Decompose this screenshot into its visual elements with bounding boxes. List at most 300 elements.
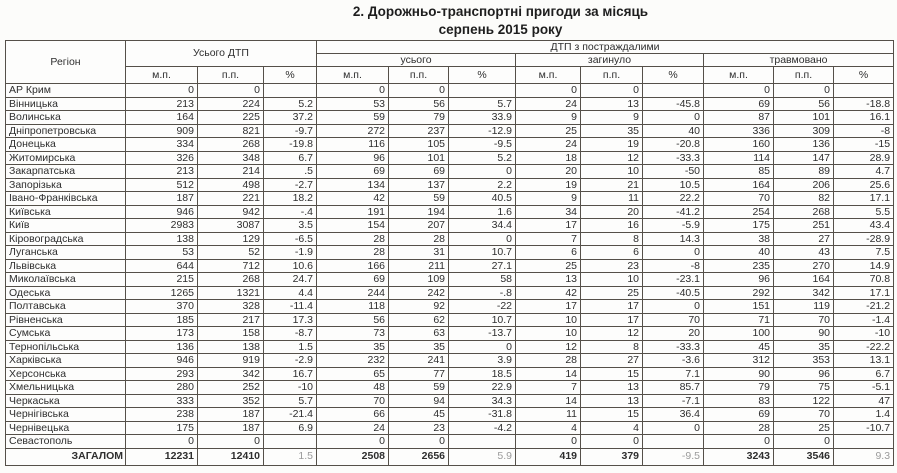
value-cell: 116 <box>317 138 389 152</box>
total-value-cell: 5.9 <box>449 448 516 465</box>
value-cell: 14 <box>516 394 581 408</box>
value-cell: -1.9 <box>264 246 317 260</box>
value-cell: 45 <box>389 408 449 422</box>
value-cell: 942 <box>198 205 264 219</box>
value-cell: 207 <box>389 219 449 233</box>
value-cell: 164 <box>774 273 834 287</box>
table-row <box>6 151 894 165</box>
value-cell: 70 <box>704 192 774 206</box>
value-cell: 14 <box>516 367 581 381</box>
value-cell: 101 <box>389 151 449 165</box>
value-cell: -8 <box>834 124 894 138</box>
value-cell: -22 <box>449 300 516 314</box>
value-cell: 53 <box>126 246 198 260</box>
value-cell: 18 <box>516 151 581 165</box>
value-cell: -.8 <box>449 286 516 300</box>
value-cell: 909 <box>126 124 198 138</box>
value-cell: 712 <box>198 259 264 273</box>
value-cell: -9.7 <box>264 124 317 138</box>
value-cell: 0 <box>581 435 643 449</box>
total-value-cell: 3243 <box>704 448 774 465</box>
value-cell: 4.4 <box>264 286 317 300</box>
value-cell: 85.7 <box>643 381 704 395</box>
value-cell: -8.7 <box>264 327 317 341</box>
header-usyogo: усього <box>317 54 516 67</box>
value-cell: 12 <box>581 151 643 165</box>
value-cell: 8 <box>581 232 643 246</box>
value-cell: 173 <box>126 327 198 341</box>
value-cell: 100 <box>704 327 774 341</box>
header-travmovano: травмовано <box>704 54 894 67</box>
value-cell: 27 <box>581 354 643 368</box>
value-cell: 12 <box>516 340 581 354</box>
value-cell: 25 <box>581 286 643 300</box>
value-cell: 3087 <box>198 219 264 233</box>
value-cell: 272 <box>317 124 389 138</box>
total-value-cell: -9.5 <box>643 448 704 465</box>
header-pp: п.п. <box>774 67 834 84</box>
value-cell: 17.1 <box>834 286 894 300</box>
table-row <box>6 327 894 341</box>
table-header <box>6 41 894 84</box>
value-cell: 35 <box>389 340 449 354</box>
value-cell: 122 <box>774 394 834 408</box>
value-cell: -1.4 <box>834 313 894 327</box>
value-cell: -13.7 <box>449 327 516 341</box>
value-cell: 20 <box>516 165 581 179</box>
table-row <box>6 340 894 354</box>
accidents-table <box>5 40 894 466</box>
value-cell: 175 <box>704 219 774 233</box>
value-cell <box>643 435 704 449</box>
value-cell: 73 <box>317 327 389 341</box>
header-pct: % <box>834 67 894 84</box>
value-cell: 235 <box>704 259 774 273</box>
value-cell: 52 <box>198 246 264 260</box>
value-cell: 498 <box>198 178 264 192</box>
table-row <box>6 192 894 206</box>
report-title-line1: 2. Дорожньо-транспортні пригоди за місяць <box>352 4 649 19</box>
region-cell: АР Крим <box>6 84 126 98</box>
value-cell: -45.8 <box>643 97 704 111</box>
value-cell: 342 <box>198 367 264 381</box>
value-cell: 18.5 <box>449 367 516 381</box>
value-cell: 6 <box>516 246 581 260</box>
value-cell: 59 <box>389 381 449 395</box>
value-cell: -15 <box>834 138 894 152</box>
value-cell: 217 <box>198 313 264 327</box>
value-cell: 1.6 <box>449 205 516 219</box>
value-cell: 138 <box>198 340 264 354</box>
value-cell: -10 <box>834 327 894 341</box>
value-cell: 33.9 <box>449 111 516 125</box>
value-cell: 75 <box>774 381 834 395</box>
region-cell: Рівненська <box>6 313 126 327</box>
value-cell: 28 <box>389 232 449 246</box>
value-cell: 3.5 <box>264 219 317 233</box>
value-cell: 7 <box>516 232 581 246</box>
value-cell: 6.7 <box>834 367 894 381</box>
value-cell: 35 <box>774 340 834 354</box>
value-cell: -20.8 <box>643 138 704 152</box>
value-cell: 13 <box>581 381 643 395</box>
value-cell: 70 <box>643 313 704 327</box>
value-cell: -2.7 <box>264 178 317 192</box>
value-cell: 328 <box>198 300 264 314</box>
total-value-cell: 12410 <box>198 448 264 465</box>
table-row <box>6 232 894 246</box>
value-cell: 206 <box>774 178 834 192</box>
value-cell: -5.1 <box>834 381 894 395</box>
value-cell: 9 <box>516 111 581 125</box>
value-cell <box>834 84 894 98</box>
value-cell: 4 <box>516 421 581 435</box>
value-cell: 0 <box>449 340 516 354</box>
value-cell: 118 <box>317 300 389 314</box>
region-cell: Житомирська <box>6 151 126 165</box>
value-cell: 352 <box>198 394 264 408</box>
value-cell: 71 <box>704 313 774 327</box>
region-cell: Закарпатська <box>6 165 126 179</box>
value-cell: 19 <box>581 138 643 152</box>
value-cell: 56 <box>317 313 389 327</box>
header-mp: м.п. <box>516 67 581 84</box>
value-cell: -41.2 <box>643 205 704 219</box>
total-row <box>6 448 894 465</box>
value-cell: -40.5 <box>643 286 704 300</box>
value-cell: 20 <box>581 205 643 219</box>
value-cell: 0 <box>389 84 449 98</box>
total-value-cell: 2508 <box>317 448 389 465</box>
table-row <box>6 381 894 395</box>
value-cell: 96 <box>774 367 834 381</box>
value-cell: 27.1 <box>449 259 516 273</box>
value-cell: 9 <box>516 192 581 206</box>
value-cell: 19 <box>516 178 581 192</box>
value-cell: 166 <box>317 259 389 273</box>
table-row <box>6 246 894 260</box>
value-cell: 5.2 <box>264 97 317 111</box>
table-row <box>6 313 894 327</box>
header-zahynulo: загинуло <box>516 54 704 67</box>
value-cell: 293 <box>126 367 198 381</box>
total-value-cell: 2656 <box>389 448 449 465</box>
value-cell: 268 <box>774 205 834 219</box>
value-cell: -10.7 <box>834 421 894 435</box>
value-cell: 370 <box>126 300 198 314</box>
value-cell: 37.2 <box>264 111 317 125</box>
value-cell: -7.1 <box>643 394 704 408</box>
value-cell: 42 <box>317 192 389 206</box>
value-cell: 213 <box>126 165 198 179</box>
value-cell: 82 <box>774 192 834 206</box>
value-cell: 0 <box>516 435 581 449</box>
value-cell: 70.8 <box>834 273 894 287</box>
value-cell: 238 <box>126 408 198 422</box>
value-cell: 17.1 <box>834 192 894 206</box>
value-cell: 187 <box>198 421 264 435</box>
value-cell: -33.3 <box>643 151 704 165</box>
value-cell: 62 <box>389 313 449 327</box>
value-cell: 18.2 <box>264 192 317 206</box>
value-cell: 59 <box>389 192 449 206</box>
region-cell: Полтавська <box>6 300 126 314</box>
value-cell: 85 <box>704 165 774 179</box>
value-cell: 119 <box>774 300 834 314</box>
value-cell: 20 <box>643 327 704 341</box>
value-cell: 5.7 <box>264 394 317 408</box>
value-cell: 56 <box>774 97 834 111</box>
table-row <box>6 111 894 125</box>
value-cell: 333 <box>126 394 198 408</box>
value-cell: 241 <box>389 354 449 368</box>
value-cell: 59 <box>317 111 389 125</box>
value-cell: 336 <box>704 124 774 138</box>
value-cell: -50 <box>643 165 704 179</box>
region-cell: Волинська <box>6 111 126 125</box>
value-cell: 0 <box>198 435 264 449</box>
value-cell <box>264 84 317 98</box>
table-row <box>6 124 894 138</box>
value-cell: 38 <box>704 232 774 246</box>
value-cell: 0 <box>774 84 834 98</box>
value-cell: 90 <box>704 367 774 381</box>
table-row <box>6 435 894 449</box>
value-cell: 94 <box>389 394 449 408</box>
total-value-cell: 9.3 <box>834 448 894 465</box>
value-cell: -11.4 <box>264 300 317 314</box>
value-cell <box>449 435 516 449</box>
table-row <box>6 394 894 408</box>
value-cell: 129 <box>198 232 264 246</box>
value-cell: 0 <box>317 84 389 98</box>
header-region: Регіон <box>6 41 126 84</box>
value-cell: 70 <box>317 394 389 408</box>
value-cell: 158 <box>198 327 264 341</box>
value-cell: 10 <box>581 273 643 287</box>
value-cell: 187 <box>126 192 198 206</box>
value-cell: 10 <box>516 327 581 341</box>
value-cell: 136 <box>774 138 834 152</box>
value-cell: 17 <box>581 313 643 327</box>
total-value-cell: 3546 <box>774 448 834 465</box>
header-pct: % <box>449 67 516 84</box>
value-cell: 105 <box>389 138 449 152</box>
header-mp: м.п. <box>704 67 774 84</box>
value-cell: 5.5 <box>834 205 894 219</box>
value-cell: 90 <box>774 327 834 341</box>
value-cell: 164 <box>126 111 198 125</box>
value-cell: 10 <box>516 313 581 327</box>
value-cell: 34.3 <box>449 394 516 408</box>
report-title-line2: серпень 2015 року <box>438 21 563 37</box>
region-cell: Луганська <box>6 246 126 260</box>
value-cell: 10.5 <box>643 178 704 192</box>
header-mp: м.п. <box>126 67 198 84</box>
value-cell: 65 <box>317 367 389 381</box>
value-cell: 42 <box>516 286 581 300</box>
value-cell: -22.2 <box>834 340 894 354</box>
value-cell: 251 <box>774 219 834 233</box>
region-cell: Донецька <box>6 138 126 152</box>
value-cell: 43.4 <box>834 219 894 233</box>
value-cell: -6.5 <box>264 232 317 246</box>
value-cell: 353 <box>774 354 834 368</box>
value-cell: 13 <box>581 394 643 408</box>
value-cell: -23.1 <box>643 273 704 287</box>
value-cell: 53 <box>317 97 389 111</box>
value-cell: 0 <box>198 84 264 98</box>
value-cell: 83 <box>704 394 774 408</box>
header-pct: % <box>264 67 317 84</box>
table-row <box>6 259 894 273</box>
value-cell <box>834 435 894 449</box>
value-cell: 136 <box>126 340 198 354</box>
value-cell: 27 <box>774 232 834 246</box>
table-row <box>6 421 894 435</box>
value-cell: 134 <box>317 178 389 192</box>
value-cell: 13 <box>516 273 581 287</box>
value-cell: 58 <box>449 273 516 287</box>
value-cell: -5.9 <box>643 219 704 233</box>
table-row <box>6 286 894 300</box>
value-cell: 31 <box>389 246 449 260</box>
value-cell <box>264 435 317 449</box>
value-cell: 25 <box>774 421 834 435</box>
value-cell: 10.6 <box>264 259 317 273</box>
value-cell: -9.5 <box>449 138 516 152</box>
value-cell: 79 <box>389 111 449 125</box>
value-cell: 47 <box>834 394 894 408</box>
value-cell: 224 <box>198 97 264 111</box>
value-cell: 13 <box>581 97 643 111</box>
value-cell: 96 <box>704 273 774 287</box>
region-cell: Одеська <box>6 286 126 300</box>
value-cell: 644 <box>126 259 198 273</box>
value-cell: 16 <box>581 219 643 233</box>
value-cell: 87 <box>704 111 774 125</box>
value-cell: 309 <box>774 124 834 138</box>
header-pp: п.п. <box>389 67 449 84</box>
table-row <box>6 273 894 287</box>
value-cell: 40 <box>704 246 774 260</box>
value-cell: 45 <box>704 340 774 354</box>
region-cell: Львівська <box>6 259 126 273</box>
value-cell: 24 <box>317 421 389 435</box>
value-cell: 164 <box>704 178 774 192</box>
value-cell: 35 <box>317 340 389 354</box>
value-cell: 109 <box>389 273 449 287</box>
value-cell: .5 <box>264 165 317 179</box>
value-cell: 0 <box>126 435 198 449</box>
value-cell: -33.3 <box>643 340 704 354</box>
value-cell: 821 <box>198 124 264 138</box>
value-cell: 242 <box>389 286 449 300</box>
value-cell: 225 <box>198 111 264 125</box>
value-cell: 11 <box>516 408 581 422</box>
value-cell: 9 <box>581 111 643 125</box>
value-cell: 0 <box>449 232 516 246</box>
value-cell: 0 <box>581 84 643 98</box>
value-cell: 10.7 <box>449 313 516 327</box>
value-cell: 4 <box>581 421 643 435</box>
value-cell: 138 <box>126 232 198 246</box>
value-cell: 92 <box>389 300 449 314</box>
value-cell: 23 <box>581 259 643 273</box>
value-cell: 2.2 <box>449 178 516 192</box>
value-cell: 187 <box>198 408 264 422</box>
value-cell: 1.5 <box>264 340 317 354</box>
value-cell: 0 <box>704 84 774 98</box>
value-cell: 6.9 <box>264 421 317 435</box>
value-cell: 63 <box>389 327 449 341</box>
value-cell: 89 <box>774 165 834 179</box>
value-cell: -28.9 <box>834 232 894 246</box>
value-cell: -21.2 <box>834 300 894 314</box>
value-cell: 22.9 <box>449 381 516 395</box>
table-row <box>6 178 894 192</box>
value-cell: 24.7 <box>264 273 317 287</box>
value-cell: 512 <box>126 178 198 192</box>
value-cell: 96 <box>317 151 389 165</box>
value-cell: 252 <box>198 381 264 395</box>
value-cell: 0 <box>389 435 449 449</box>
value-cell: 334 <box>126 138 198 152</box>
value-cell: 237 <box>389 124 449 138</box>
value-cell: 17 <box>516 300 581 314</box>
table-row <box>6 165 894 179</box>
region-cell: Черкаська <box>6 394 126 408</box>
value-cell: 25.6 <box>834 178 894 192</box>
value-cell: -4.2 <box>449 421 516 435</box>
value-cell: 244 <box>317 286 389 300</box>
region-cell: Івано-Франківська <box>6 192 126 206</box>
value-cell: 194 <box>389 205 449 219</box>
value-cell: 13.1 <box>834 354 894 368</box>
region-cell: Сумська <box>6 327 126 341</box>
value-cell: 0 <box>643 111 704 125</box>
value-cell: 70 <box>774 313 834 327</box>
value-cell: 15 <box>581 367 643 381</box>
region-cell: Дніпропетровська <box>6 124 126 138</box>
total-value-cell: 379 <box>581 448 643 465</box>
table-footer <box>6 448 894 465</box>
table-row <box>6 219 894 233</box>
header-dtp-victims: ДТП з постраждалими <box>317 41 894 54</box>
value-cell: 56 <box>389 97 449 111</box>
value-cell: 919 <box>198 354 264 368</box>
value-cell: 21 <box>581 178 643 192</box>
value-cell: 0 <box>317 435 389 449</box>
region-cell: Севастополь <box>6 435 126 449</box>
value-cell: 232 <box>317 354 389 368</box>
value-cell: 17 <box>516 219 581 233</box>
value-cell: 137 <box>389 178 449 192</box>
table-row <box>6 97 894 111</box>
value-cell <box>449 84 516 98</box>
value-cell: 10 <box>581 165 643 179</box>
value-cell: 160 <box>704 138 774 152</box>
value-cell: 43 <box>774 246 834 260</box>
header-pct: % <box>643 67 704 84</box>
value-cell: 16.7 <box>264 367 317 381</box>
value-cell: 0 <box>643 300 704 314</box>
value-cell: 17 <box>581 300 643 314</box>
value-cell: 5.7 <box>449 97 516 111</box>
value-cell: 946 <box>126 354 198 368</box>
value-cell: 10.7 <box>449 246 516 260</box>
value-cell: 12 <box>581 327 643 341</box>
